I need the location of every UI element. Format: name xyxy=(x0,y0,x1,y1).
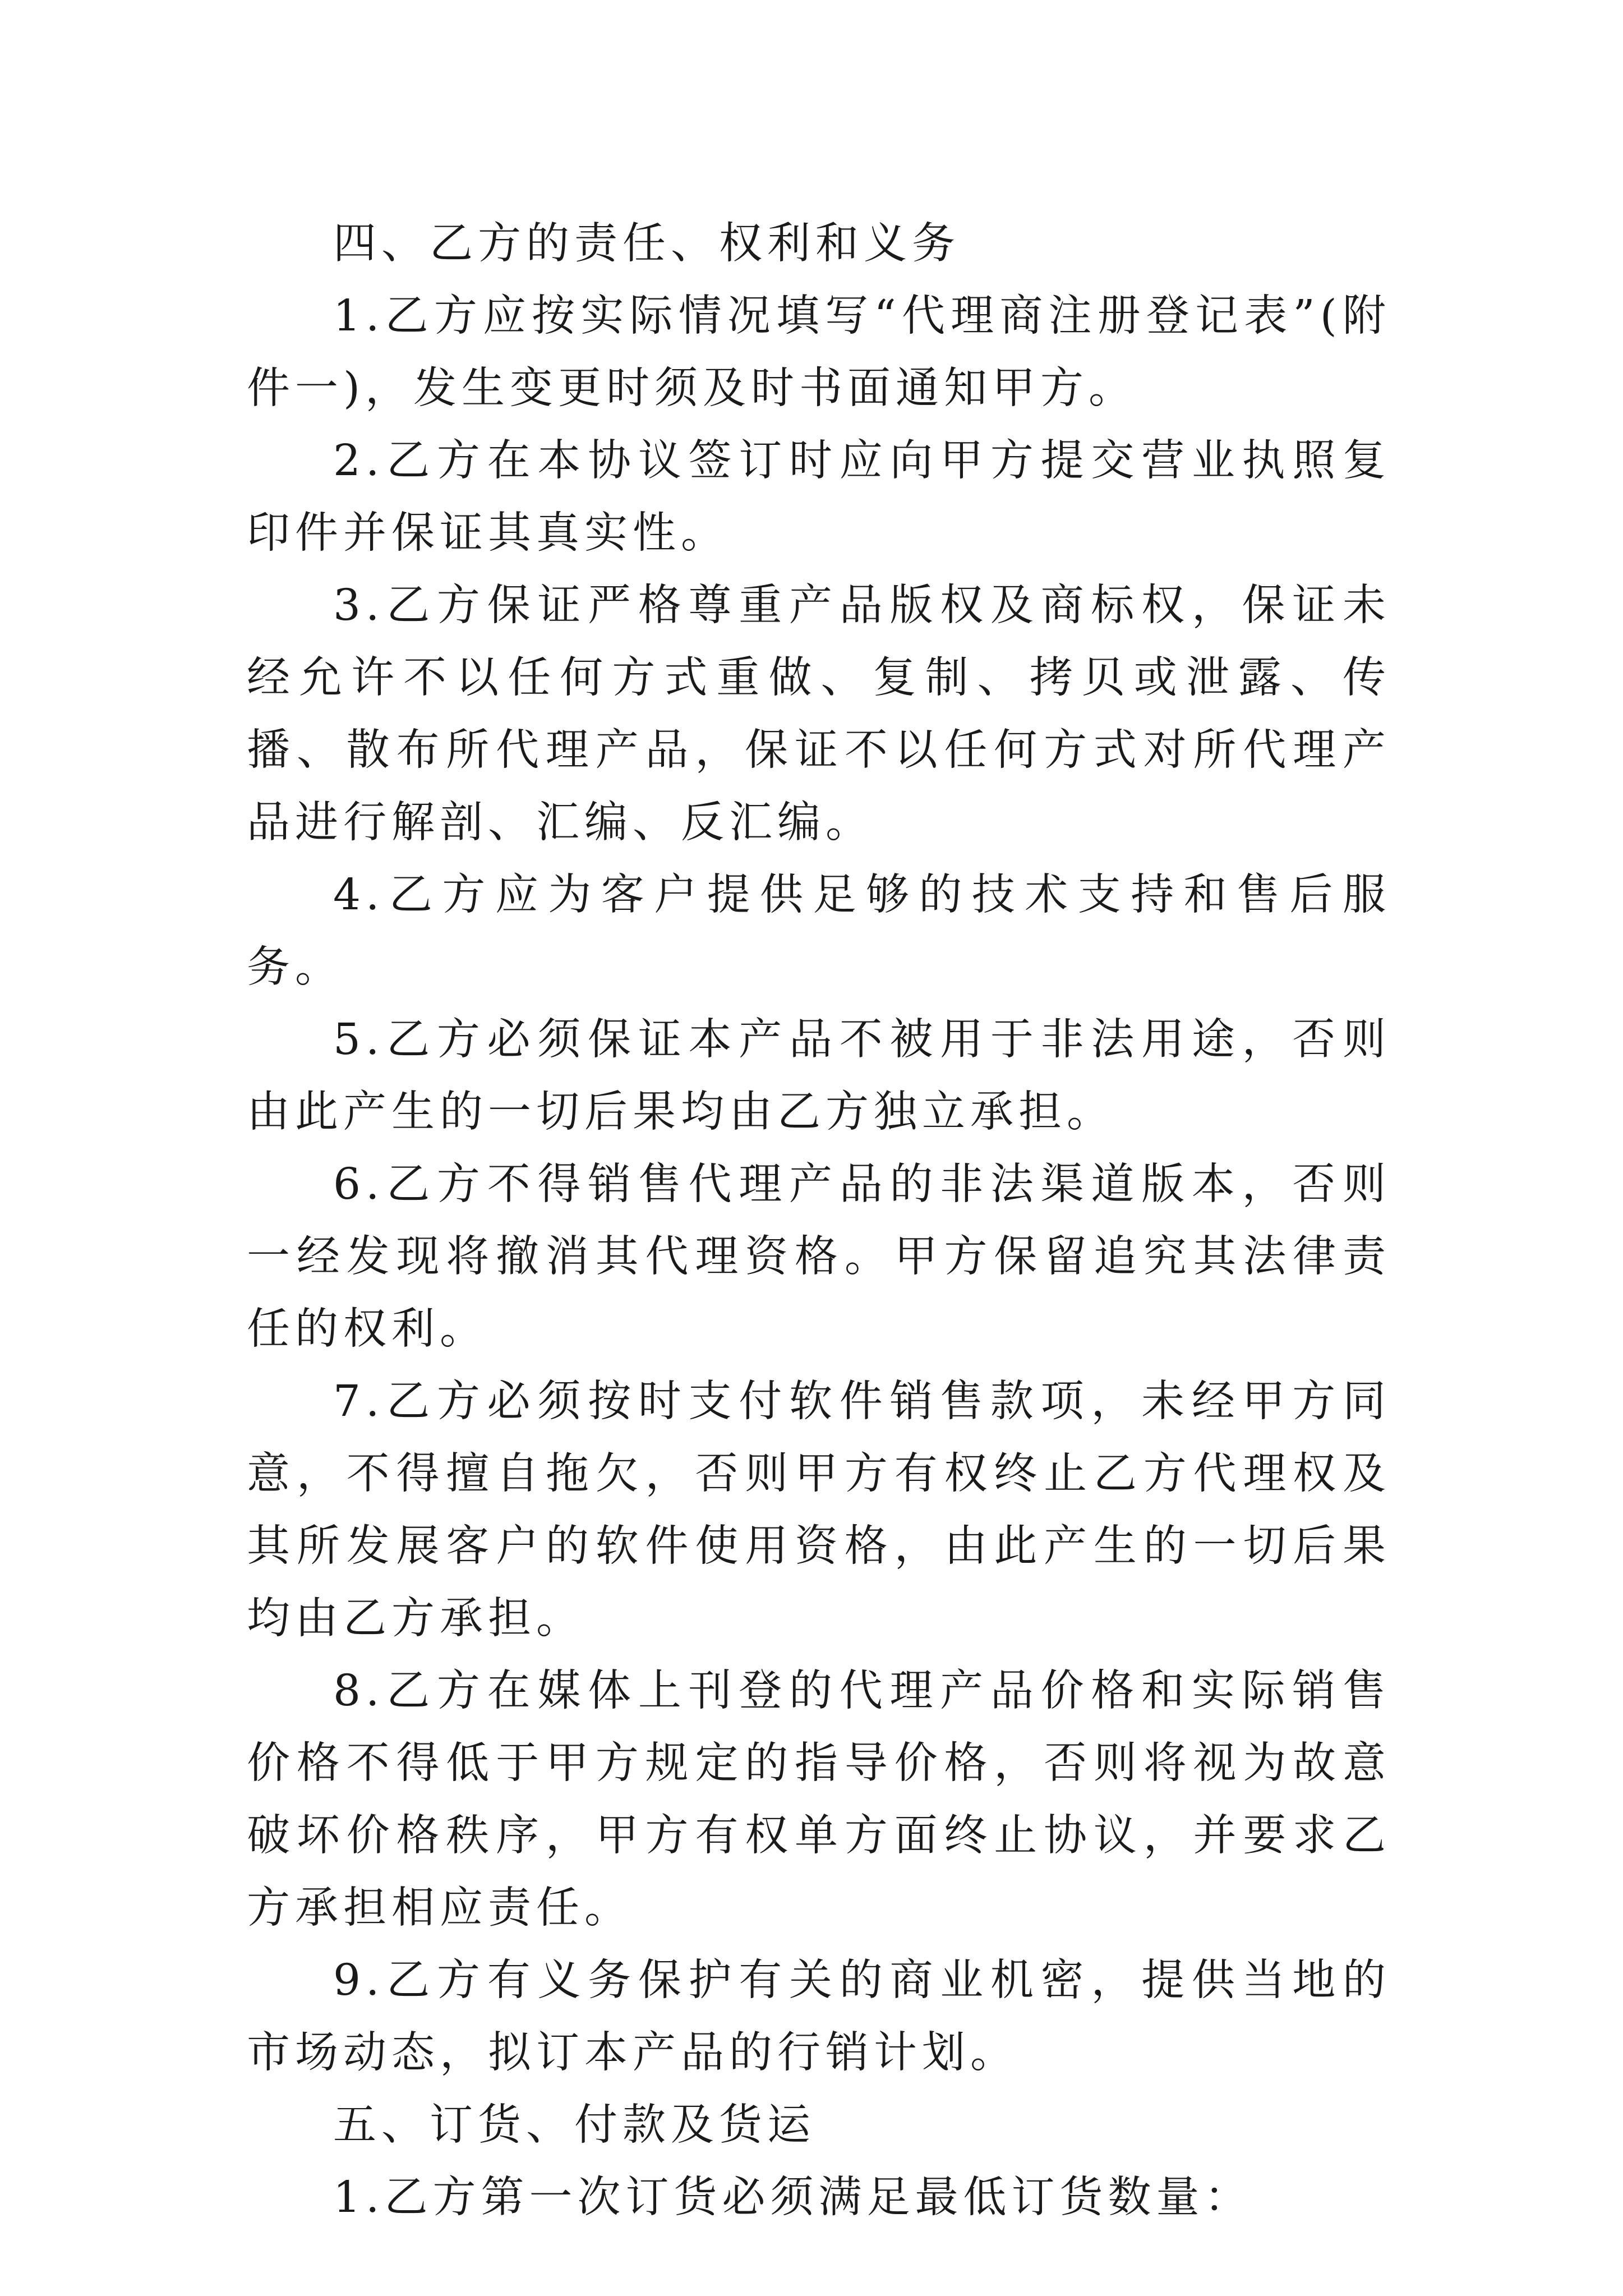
section-heading-5: 五、订货、付款及货运 xyxy=(333,2100,815,2150)
clause-4-9: 9.乙方有义务保护有关的商业机密，提供当地的市场动态，拟订本产品的行销计划。 xyxy=(247,1955,1391,2078)
clause-4-2: 2.乙方在本协议签订时应向甲方提交营业执照复印件并保证其真实性。 xyxy=(247,436,1391,558)
clause-4-7: 7.乙方必须按时支付软件销售款项，未经甲方同意，不得擅自拖欠，否则甲方有权终止乙方代理权及其所发展客户的软件使用资格，由此产生的一切后果均由乙方承担。 xyxy=(247,1377,1391,1644)
document-body xyxy=(247,208,1391,2234)
clause-4-6: 6.乙方不得销售代理产品的非法渠道版本，否则一经发现将撤消其代理资格。甲方保留追究其法律责任的权利。 xyxy=(247,1159,1391,1354)
clause-4-5: 5.乙方必须保证本产品不被用于非法用途，否则由此产生的一切后果均由乙方独立承担。 xyxy=(247,1015,1391,1137)
section-heading-4: 四、乙方的责任、权利和义务 xyxy=(333,219,960,269)
clause-4-3: 3.乙方保证严格尊重产品版权及商标权，保证未经允许不以任何方式重做、复制、拷贝或泄露、传播、散布所代理产品，保证不以任何方式对所代理产品进行解剖、汇编、反汇编。 xyxy=(247,581,1391,848)
clause-5-1: 1.乙方第一次订货必须满足最低订货数量： xyxy=(333,2173,1253,2223)
clause-4-1: 1.乙方应按实际情况填写“代理商注册登记表”(附件一)，发生变更时须及时书面通知甲方。 xyxy=(247,291,1391,413)
clause-4-8: 8.乙方在媒体上刊登的代理产品价格和实际销售价格不得低于甲方规定的指导价格，否则将视为故意破坏价格秩序，甲方有权单方面终止协议，并要求乙方承担相应责任。 xyxy=(247,1666,1391,1933)
clause-4-4: 4.乙方应为客户提供足够的技术支持和售后服务。 xyxy=(247,870,1391,992)
